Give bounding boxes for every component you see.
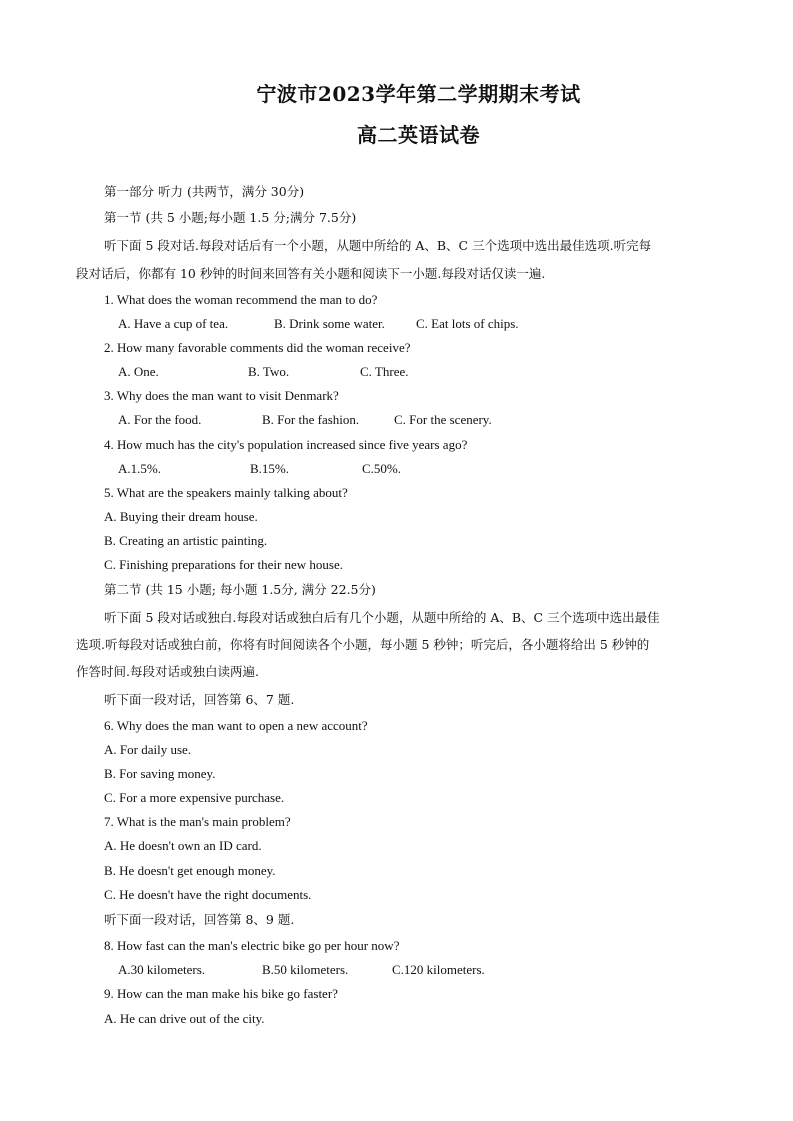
question-4-option-a: A.1.5%. bbox=[118, 461, 161, 476]
question-1-option-c: C. Eat lots of chips. bbox=[416, 316, 519, 331]
question-5-option-c: C. Finishing preparations for their new house. bbox=[104, 557, 344, 572]
section2-heading: 第二节 (共 15 小题; 每小题 1.5分, 满分 22.5分) bbox=[104, 582, 376, 597]
section1-heading: 第一节 (共 5 小题;每小题 1.5 分;满分 7.5分) bbox=[104, 210, 357, 225]
exam-title: 宁波市2023学年第二学期期末考试 bbox=[256, 82, 581, 106]
question-8-option-b: B.50 kilometers. bbox=[262, 962, 349, 977]
question-6-option-a: A. For daily use. bbox=[104, 742, 192, 757]
question-6-stem: 6. Why does the man want to open a new account? bbox=[104, 718, 368, 733]
question-1-option-a: A. Have a cup of tea. bbox=[118, 316, 229, 331]
question-8-stem: 8. How fast can the man's electric bike go per hour now? bbox=[104, 938, 400, 953]
question-2-option-c: C. Three. bbox=[360, 364, 409, 379]
question-2-option-b: B. Two. bbox=[248, 364, 290, 379]
question-7-stem: 7. What is the man's main problem? bbox=[104, 814, 291, 829]
question-9-stem: 9. How can the man make his bike go faster? bbox=[104, 986, 338, 1001]
question-3-option-c: C. For the scenery. bbox=[394, 412, 492, 427]
exam-subtitle: 高二英语试卷 bbox=[357, 123, 480, 147]
section2-instructions-line2: 选项.听每段对话或独白前，你将有时间阅读各个小题，每小题 5 秒钟；听完后，各小题将给出 5 秒钟的 bbox=[76, 637, 650, 652]
question-6-option-b: B. For saving money. bbox=[104, 766, 216, 781]
section2-instructions-line3: 作答时间.每段对话或独白读两遍. bbox=[76, 664, 259, 679]
group1-intro: 听下面一段对话，回答第 6、7 题. bbox=[104, 692, 295, 707]
question-1-stem: 1. What does the woman recommend the man to do? bbox=[104, 292, 378, 307]
question-4-option-b: B.15%. bbox=[250, 461, 289, 476]
section1-instructions-line1: 听下面 5 段对话.每段对话后有一个小题，从题中所给的 A、B、C 三个选项中选出最佳选项.听完每 bbox=[104, 238, 652, 253]
question-5-stem: 5. What are the speakers mainly talking about? bbox=[104, 485, 348, 500]
question-4-option-c: C.50%. bbox=[362, 461, 401, 476]
question-3-stem: 3. Why does the man want to visit Denmark? bbox=[104, 388, 339, 403]
question-8-option-c: C.120 kilometers. bbox=[392, 962, 485, 977]
group2-intro: 听下面一段对话，回答第 8、9 题. bbox=[104, 912, 295, 927]
question-2-stem: 2. How many favorable comments did the woman receive? bbox=[104, 340, 411, 355]
question-6-option-c: C. For a more expensive purchase. bbox=[104, 790, 285, 805]
question-3-option-a: A. For the food. bbox=[118, 412, 202, 427]
question-5-option-b: B. Creating an artistic painting. bbox=[104, 533, 268, 548]
part1-heading: 第一部分 听力 (共两节，满分 30分) bbox=[104, 184, 305, 199]
question-8-option-a: A.30 kilometers. bbox=[118, 962, 206, 977]
question-4-stem: 4. How much has the city's population increased since five years ago? bbox=[104, 437, 468, 452]
question-9-option-a: A. He can drive out of the city. bbox=[104, 1011, 265, 1026]
question-3-option-b: B. For the fashion. bbox=[262, 412, 360, 427]
question-1-option-b: B. Drink some water. bbox=[274, 316, 385, 331]
question-7-option-c: C. He doesn't have the right documents. bbox=[104, 887, 312, 902]
question-7-option-b: B. He doesn't get enough money. bbox=[104, 863, 276, 878]
question-5-option-a: A. Buying their dream house. bbox=[104, 509, 258, 524]
section1-instructions-line2: 段对话后，你都有 10 秒钟的时间来回答有关小题和阅读下一小题.每段对话仅读一遍. bbox=[76, 266, 546, 281]
question-7-option-a: A. He doesn't own an ID card. bbox=[104, 838, 262, 853]
question-2-option-a: A. One. bbox=[118, 364, 159, 379]
section2-instructions-line1: 听下面 5 段对话或独白.每段对话或独白后有几个小题，从题中所给的 A、B、C 三个选项中选出最佳 bbox=[104, 610, 660, 625]
